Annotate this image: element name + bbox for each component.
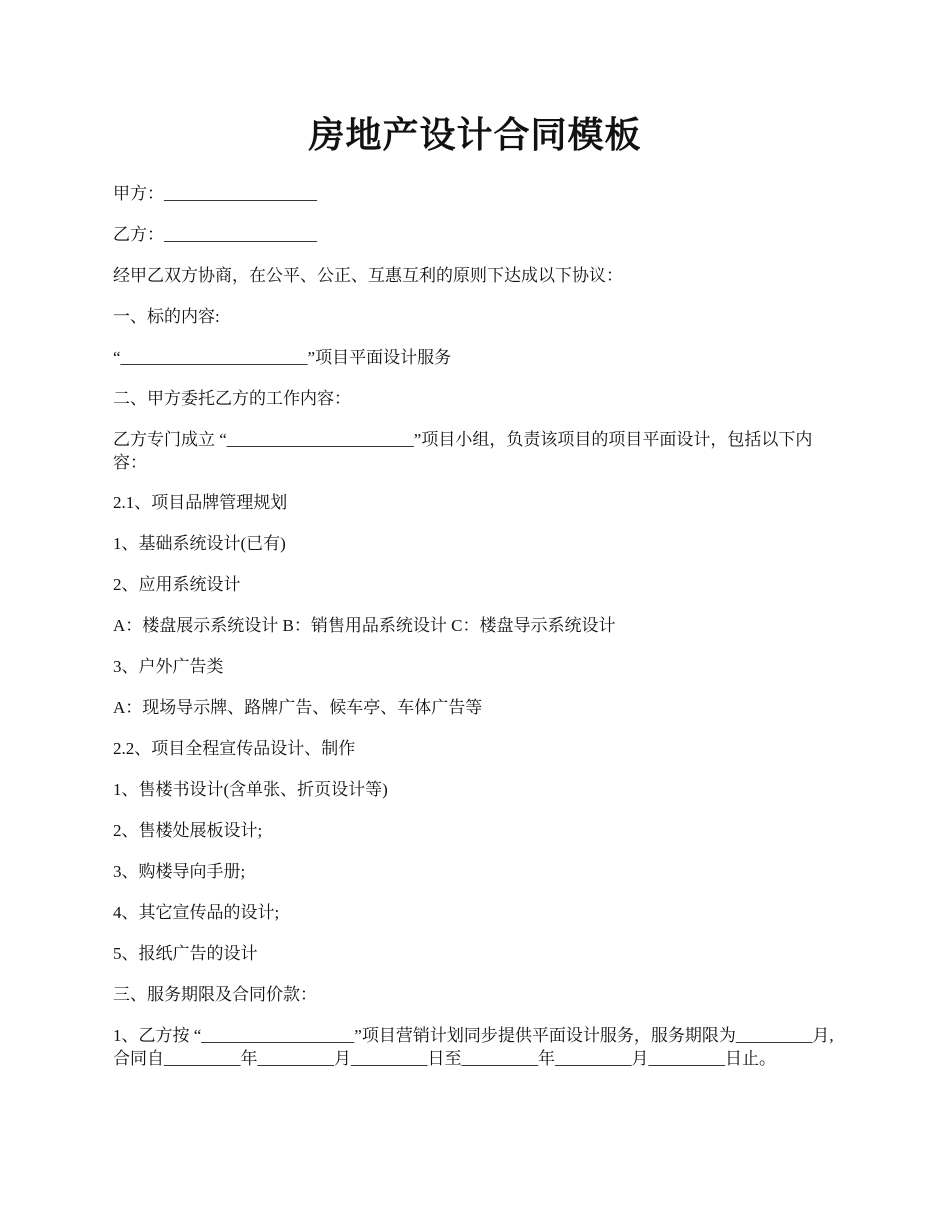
document-title: 房地产设计合同模板 <box>308 115 642 156</box>
section-3-heading: 三、服务期限及合同价款： <box>113 985 317 1004</box>
subsection-2-2: 2.2、项目全程宣传品设计、制作 <box>113 739 356 758</box>
list-item: 2、售楼处展板设计; <box>113 821 263 840</box>
section-1-heading: 一、标的内容: <box>113 307 220 326</box>
list-item: 2、应用系统设计 <box>113 575 241 594</box>
subsection-2-1: 2.1、项目品牌管理规划 <box>113 493 288 512</box>
party-b-line: 乙方：__________________ <box>113 225 317 244</box>
party-a-line: 甲方：__________________ <box>113 184 317 203</box>
agreement-intro: 经甲乙双方协商，在公平、公正、互惠互利的原则下达成以下协议： <box>113 266 623 285</box>
list-item: 3、购楼导向手册; <box>113 862 246 881</box>
list-item: 1、售楼书设计(含单张、折页设计等) <box>113 780 388 799</box>
section-2-heading: 二、甲方委托乙方的工作内容： <box>113 389 351 408</box>
list-item: A：现场导示牌、路牌广告、候车亭、车体广告等 <box>113 698 483 717</box>
project-service-line: “______________________”项目平面设计服务 <box>113 348 452 367</box>
list-item: 5、报纸广告的设计 <box>113 944 258 963</box>
service-period-paragraph: 1、乙方按 “__________________”项目营销计划同步提供平面设计服务，服务期限为_________月,合同自_________年_________月_________日至_________年_________月_________日止。 <box>113 1026 834 1068</box>
list-item: 4、其它宣传品的设计; <box>113 903 280 922</box>
project-team-paragraph: 乙方专门成立 “______________________”项目小组，负责该项目的项目平面设计，包括以下内容： <box>113 430 813 472</box>
list-item: A：楼盘展示系统设计 B：销售用品系统设计 C：楼盘导示系统设计 <box>113 616 616 635</box>
list-item: 3、户外广告类 <box>113 657 224 676</box>
list-item: 1、基础系统设计(已有) <box>113 534 286 553</box>
